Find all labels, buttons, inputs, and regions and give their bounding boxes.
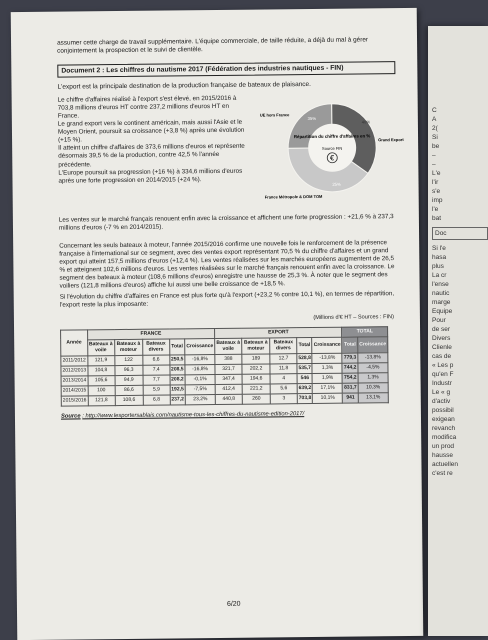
table-cell: 13,1%	[358, 392, 388, 402]
text-fragment: plus	[432, 263, 444, 270]
table-cell: 779,3	[342, 353, 358, 363]
table-cell: 94,9	[115, 375, 143, 385]
export-paragraphs	[58, 94, 249, 214]
table-cell: 10,1%	[313, 393, 343, 403]
text-fragment: possibil	[432, 407, 454, 414]
table-cell: 121,8	[88, 395, 115, 405]
table-cell: -16,8%	[185, 354, 215, 364]
table-cell: 535,7	[297, 363, 313, 373]
text-fragment: marge	[432, 299, 451, 306]
text-fragment: imp	[432, 197, 443, 204]
text-fragment: Pour	[432, 317, 446, 324]
table-cell: 202,2	[242, 364, 270, 374]
group-france: FRANCE	[87, 328, 215, 339]
text-fragment: C	[432, 107, 437, 114]
text-fragment: Divers	[432, 335, 451, 342]
text-fragment: l'ir	[432, 179, 439, 186]
text-fragment: bat	[432, 215, 442, 222]
table-cell: 86,6	[115, 385, 143, 395]
table-cell: 1,3%	[358, 372, 388, 382]
text-fragment: hasa	[432, 254, 447, 261]
table-subheader: Croissance	[358, 336, 388, 352]
motor-paragraph: Concernant les seuls bateaux à moteur, l'année 2015/2016 confirme une nouvelle fois le renforcement de la présence française à l'international sur ce segment, avec des ventes export représentant 70,5 % du chiffre d'affaires et un grand export qui atteint 157,5 millions d'euros (+12,4 %). Les ventes réalisées sur les marchés européens augmentent de 26,5 % et atteignent 102,6 millions d'euros. Les ventes réalisées sur le marché français renouent enfin avec la croissance. Le segment des bateaux à moteur (108,6 millions d'euros) enregistre une hausse de 25,3 %. À noter que le segment des voiliers (121,8 millions d'euros) affiche lui aussi une belle croissance de +18,5 %.	[59, 239, 395, 291]
intro-text: assumer cette charge de travail supplémentaire. L'équipe commerciale, de taille réduite, a déjà du mal à gérer conjointement la prospection et le suivi de clientèle.	[57, 36, 369, 56]
table-cell: 17,1%	[313, 383, 343, 393]
text-fragment: Le « g	[432, 389, 451, 396]
table-cell: 754,2	[342, 373, 358, 383]
table-cell: 744,2	[342, 363, 358, 373]
table-cell: 108,6	[115, 395, 143, 405]
table-cell: 831,7	[343, 383, 359, 393]
table-cell: 208,2	[170, 375, 186, 385]
table-cell: 7,7	[143, 375, 170, 385]
text-fragment: –	[432, 161, 436, 168]
table-cell: 192,5	[170, 385, 186, 395]
text-fragment: Clienle	[432, 344, 452, 351]
text-fragment: –	[432, 152, 436, 159]
slice-label-grand: 40%	[361, 119, 371, 125]
paragraph: Il atteint un chiffre d'affaires de 373,6 millions d'euros et représente désormais 39,5 % de la production, contre 42,5 % l'année précédente.	[58, 143, 245, 169]
table-cell: -13,8%	[358, 352, 388, 362]
text-fragment: Si l'e	[432, 245, 446, 252]
group-export: EXPORT	[215, 327, 343, 338]
table-subheader: Bateaux divers	[270, 337, 297, 353]
next-page-fragments	[432, 106, 488, 223]
chart-title: Répartition du chiffre d'affaires en %	[293, 133, 371, 139]
evolution-paragraph: Si l'évolution du chiffre d'affaires en France est plus forte qu'à l'export (+23,2 % contre 10,1 %), en termes de répartition, l'export reste la plus imposante:	[59, 289, 395, 309]
table-cell: 703,8	[297, 393, 313, 403]
table-subheader: Total	[169, 339, 185, 355]
table-cell: 10,3%	[358, 382, 388, 392]
text-fragment: de ser	[432, 326, 451, 333]
next-page-fragments-2	[432, 244, 488, 478]
table-cell: 100	[88, 385, 115, 395]
table-cell: 11,8	[270, 363, 297, 373]
group-total: TOTAL	[342, 326, 388, 336]
revenue-table	[60, 326, 389, 406]
text-fragment: modifica	[432, 434, 457, 441]
table-cell: 105,6	[88, 375, 115, 385]
source-url: : http://www.lesportersablais.com/nautisme-tous-les-chiffres-du-nautisme-edition-2017/	[82, 410, 305, 420]
col-annee: Année	[61, 330, 88, 356]
table-year-cell: 2015/2016	[61, 396, 88, 406]
table-subheader: Bateaux à voile	[215, 338, 242, 354]
table-cell: 12,7	[270, 353, 297, 363]
table-cell: 5,9	[143, 385, 170, 395]
table-subheader: Bateaux à voile	[87, 339, 114, 355]
table-cell: 1,3%	[312, 363, 342, 373]
text-fragment: revanch	[432, 425, 456, 432]
text-fragment: l'ense	[432, 281, 449, 288]
text-fragment: be	[432, 143, 440, 150]
table-cell: 639,2	[297, 383, 313, 393]
next-page-doc-box: Doc	[432, 227, 488, 240]
paragraph: L'Europe poursuit sa progression (+16 %) à 334,6 millions d'euros après une forte progression en 2014/2015 (+24 %).	[58, 167, 243, 185]
table-cell: 941	[343, 393, 359, 403]
table-cell: 7,4	[143, 365, 170, 375]
table-subheader: Croissance	[185, 338, 215, 354]
text-fragment: un prod	[432, 443, 455, 450]
document-title: Document 2 : Les chiffres du nautisme 2017 (Fédération des industries nautiques - FIN)	[57, 61, 395, 78]
table-cell: 122	[114, 355, 142, 365]
text-fragment: l'e	[432, 206, 439, 213]
table-year-cell: 2011/2012	[61, 356, 88, 366]
table-cell: 250,5	[169, 355, 185, 365]
table-cell: -13,8%	[312, 353, 342, 363]
table-year-cell: 2012/2013	[61, 366, 88, 376]
legend-grand: Grand Export	[378, 136, 404, 143]
table-cell: 321,7	[215, 364, 242, 374]
table-cell: 104,8	[88, 365, 115, 375]
text-fragment: exigean	[432, 416, 455, 423]
text-fragment: Industr	[432, 380, 452, 387]
table-cell: 4	[270, 373, 297, 383]
table-cell: 6,8	[143, 395, 170, 405]
text-fragment: qu'en F	[432, 371, 454, 378]
table-cell: 6,6	[143, 355, 170, 365]
table-subheader: Total	[297, 337, 313, 353]
chart-source: Source FIN	[322, 145, 343, 151]
table-cell: -7,5%	[185, 384, 215, 394]
table-subheader: Total	[342, 337, 358, 353]
text-fragment: 2(	[432, 125, 438, 132]
table-cell: 260	[242, 394, 270, 404]
text-fragment: La cr	[432, 272, 447, 279]
table-cell: 5,6	[270, 383, 297, 393]
table-cell: -4,5%	[358, 362, 388, 372]
text-fragment: Equipe	[432, 308, 453, 315]
table-cell: 237,2	[170, 395, 186, 405]
table-cell: 96,3	[114, 365, 142, 375]
text-fragment: s'e	[432, 188, 441, 195]
text-fragment: L'e	[432, 170, 441, 177]
slice-label-ue: 35%	[307, 115, 317, 121]
text-fragment: Si	[432, 134, 438, 141]
table-year-cell: 2014/2015	[61, 386, 88, 396]
table-cell: -16,8%	[185, 364, 215, 374]
table-units: (Millions d'€ HT – Sources : FIN)	[313, 313, 394, 321]
next-page-edge	[428, 26, 488, 636]
table-subheader: Croissance	[312, 337, 342, 353]
pie-chart	[256, 93, 404, 212]
table-row	[61, 392, 388, 405]
slice-label-france: 25%	[332, 181, 341, 187]
table-cell: 528,8	[297, 353, 313, 363]
table-cell: -0,1%	[185, 374, 215, 384]
table-year-cell: 2013/2014	[61, 376, 88, 386]
text-fragment: hausse	[432, 452, 453, 459]
table-cell: 546	[297, 373, 313, 383]
page-number: 6/20	[226, 600, 241, 608]
table-cell: 388	[215, 354, 242, 364]
legend-france: France Métropole & DOM TOM	[264, 193, 323, 200]
table-cell: 440,8	[215, 394, 242, 404]
table-subheader: Bateaux à moteur	[114, 339, 143, 355]
text-fragment: d'activ	[432, 398, 451, 405]
table-body	[61, 352, 389, 405]
table-cell: 23,2%	[185, 394, 215, 404]
table-cell: 3	[271, 393, 298, 403]
table-cell: 194,6	[242, 374, 270, 384]
text-fragment: A	[432, 116, 437, 123]
legend-ue: UE hors France	[259, 112, 290, 118]
lead-text: L'export est la principale destination de la production française de bateaux de plaisance.	[57, 80, 312, 91]
table-cell: 1,9%	[313, 373, 343, 383]
euro-icon-glyph: €	[329, 154, 335, 163]
table-cell: 208,5	[169, 365, 185, 375]
text-fragment: nautic	[432, 290, 450, 297]
table-cell: 221,2	[242, 384, 270, 394]
source-label: Source	[60, 413, 81, 420]
document-page	[11, 8, 424, 640]
table-cell: 121,9	[87, 355, 114, 365]
source-line	[61, 410, 399, 420]
table-subheader: Bateaux à moteur	[242, 338, 271, 354]
text-fragment: cas de	[432, 353, 452, 360]
pie-chart-svg	[256, 93, 404, 212]
table-cell: 347,4	[215, 374, 242, 384]
text-fragment: actuellen	[432, 461, 459, 468]
text-chart-row	[57, 93, 404, 215]
text-fragment: c'est re	[432, 470, 453, 477]
table-subheader: Bateaux divers	[143, 339, 170, 355]
paragraph: Le grand export vers le continent américain, mais aussi l'Asie et le Moyen Orient, poursuit sa croissance (+3,8 %) après une évolution (+15 %).	[57, 118, 245, 144]
market-paragraph: Les ventes sur le marché français renouent enfin avec la croissance et affichent une forte progression : +21,6 % à 237,3 millions d'euros (-7 % en 2014/2015).	[58, 212, 394, 232]
text-fragment: « Les p	[432, 362, 454, 369]
paragraph: Le chiffre d'affaires réalisé à l'export s'est élevé, en 2015/2016 à 703,8 millions d'euros HT contre 237,2 millions d'euros HT en France.	[57, 94, 237, 120]
table-cell: 412,4	[215, 384, 242, 394]
table-cell: 189	[242, 354, 270, 364]
